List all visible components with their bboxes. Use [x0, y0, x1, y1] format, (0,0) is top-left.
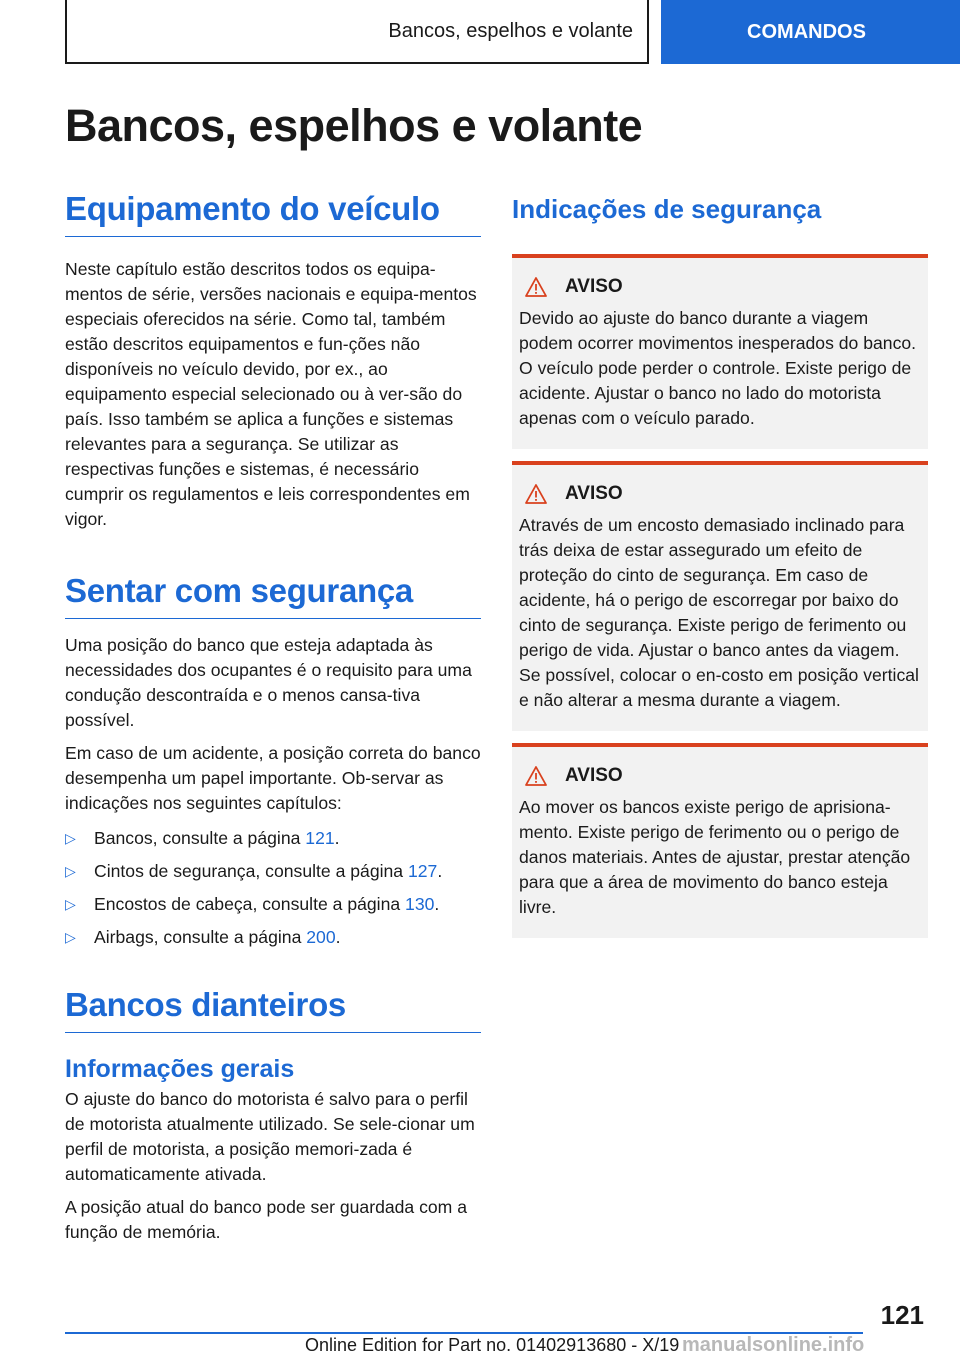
warning-text: Através de um encosto demasiado inclinado para trás deixa de estar assegurado um efeito de proteção do cinto de segurança. Em caso de acidente, há o perigo de escorregar por baixo do cinto de segurança. Existe perigo de ferimento ou perigo de vida. Ajustar o banco antes da viagem. Se possível, colocar o en-costo em posição vertical e não alterar a mesma durante a viagem.: [519, 515, 919, 710]
chapter-reference-list: [65, 826, 481, 950]
list-item: ▷ Bancos, consulte a página 121.: [65, 826, 481, 851]
triangle-right-bullet-icon: ▷: [65, 863, 76, 879]
page-title: Bancos, espelhos e volante: [65, 100, 643, 151]
front-seats-paragraph-2: A posição atual do banco pode ser guardada com a função de memória.: [65, 1197, 468, 1242]
list-item: ▷ Encostos de cabeça, consulte a página 130.: [65, 892, 481, 917]
section-heading-front-seats: Bancos dianteiros: [65, 984, 481, 1033]
triangle-right-bullet-icon: ▷: [65, 896, 76, 912]
seating-paragraph-1: Uma posição do banco que esteja adaptada às necessidades dos ocupantes é o requisito para uma condução descontraída e o menos cansa-tiva possível.: [65, 635, 472, 730]
header-chapter-label: COMANDOS: [747, 20, 866, 43]
warning-triangle-icon: [525, 484, 547, 504]
warning-title: AVISO: [565, 765, 623, 786]
warning-triangle-icon: [525, 277, 547, 297]
list-item: ▷ Cintos de segurança, consulte a página 127.: [65, 859, 481, 884]
warning-text: Devido ao ajuste do banco durante a viagem podem ocorrer movimentos inesperados do banco. O veículo pode perder o controle. Existe perigo de acidente. Ajustar o banco no lado do motorista apenas com o veículo parado.: [519, 308, 917, 428]
warning-box: [512, 461, 928, 731]
section-heading-seating: Sentar com segurança: [65, 570, 481, 619]
list-item: ▷ Airbags, consulte a página 200.: [65, 925, 481, 950]
warning-box: [512, 254, 928, 449]
warning-title: AVISO: [565, 276, 623, 297]
triangle-right-bullet-icon: ▷: [65, 929, 76, 945]
header-section-title: Bancos, espelhos e volante: [388, 19, 633, 42]
equipment-paragraph: Neste capítulo estão descritos todos os equipa-mentos de série, versões nacionais e equipa-mentos especiais oferecidos na série. Como tal, também estão descritos equipamentos e fun-ções não disponíveis no veículo devido, por ex., ao equipamento especial selecionado ou à ver-são do país. Isso também se aplica a funções e sistemas relevantes para a segurança. Se utilizar as respectivas funções e sistemas, é necessário cumprir os regulamentos e leis correspondentes em vigor.: [65, 259, 477, 529]
right-column: [512, 188, 928, 938]
warning-triangle-icon: [525, 766, 547, 786]
subheading-general-info: Informações gerais: [65, 1055, 295, 1083]
header-section-box: [65, 0, 649, 64]
page-link[interactable]: 130: [405, 894, 435, 914]
page-number: 121: [880, 1300, 924, 1330]
page-link[interactable]: 127: [407, 861, 438, 881]
section-heading-safety: Indicações de segurança: [512, 194, 822, 224]
section-heading-equipment: Equipamento do veículo: [65, 188, 481, 237]
footer-edition: Online Edition for Part no. 01402913680 - X/19: [305, 1335, 680, 1355]
front-seats-paragraph-1: O ajuste do banco do motorista é salvo para o perfil de motorista atualmente utilizado. Se sele-cionar um perfil de motorista, a posição memori-zada é automaticamente ativada.: [65, 1089, 475, 1184]
left-column: [65, 188, 481, 1245]
page-link[interactable]: 200: [306, 927, 336, 947]
header-chapter-tab[interactable]: [661, 0, 960, 64]
triangle-right-bullet-icon: ▷: [65, 830, 76, 846]
warning-title: AVISO: [565, 483, 623, 504]
warning-text: Ao mover os bancos existe perigo de aprisiona-mento. Existe perigo de ferimento ou o perigo de danos materiais. Antes de ajustar, prestar atenção para que a área de movimento do banco esteja livre.: [519, 797, 911, 917]
warning-box: [512, 743, 928, 938]
watermark: manualsonline.info: [682, 1334, 865, 1356]
page-link[interactable]: 121: [305, 828, 335, 848]
seating-paragraph-2: Em caso de um acidente, a posição correta do banco desempenha um papel importante. Ob-servar as indicações nos seguintes capítulos:: [65, 743, 481, 813]
